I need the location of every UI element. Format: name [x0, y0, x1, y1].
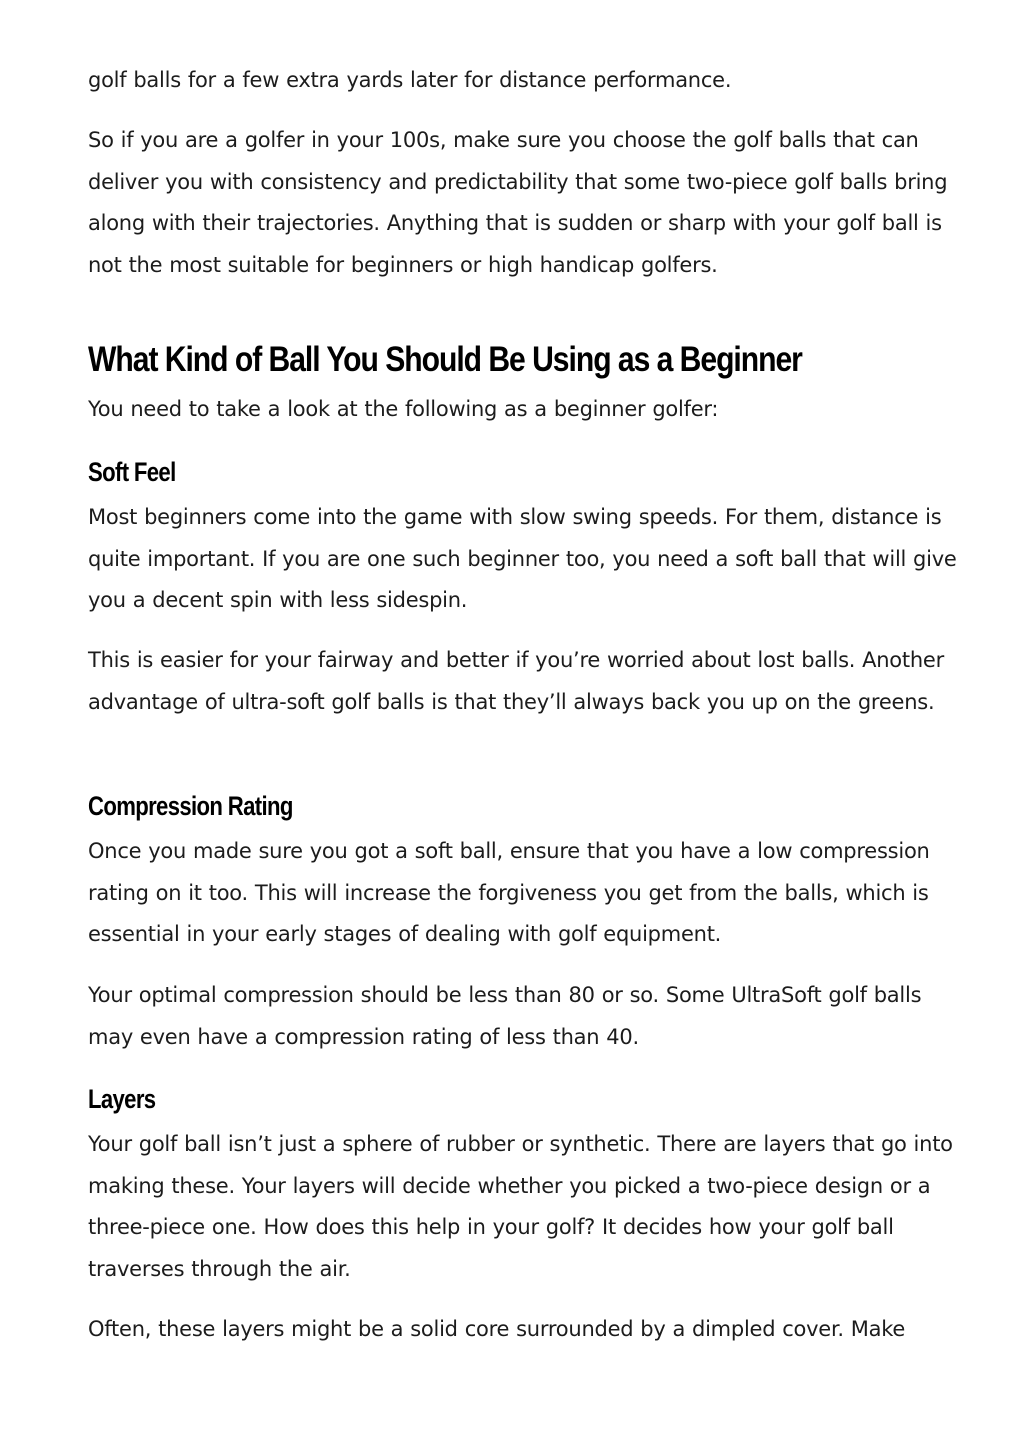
soft-feel-paragraph-1: Most beginners come into the game with slow swing speeds. For them, distance is quite important. If you are one such beginner too, you need a soft ball that will give you a decent spin with less sidespin.: [88, 505, 957, 612]
intro-paragraph-1: golf balls for a few extra yards later for distance performance.: [88, 68, 732, 92]
intro-paragraph-2: So if you are a golfer in your 100s, make sure you choose the golf balls that can deliver you with consistency and predictability that some two-piece golf balls bring along with their trajectories. Anything that is sudden or sharp with your golf ball is not the most suitable for beginners or high handicap golfers.: [88, 128, 948, 277]
compression-paragraph-1: Once you made sure you got a soft ball, ensure that you have a low compression rating on it too. This will increase the forgiveness you get from the balls, which is essential in your early stages of dealing with golf equipment.: [88, 839, 930, 946]
section-heading: What Kind of Ball You Should Be Using as a Beginner: [88, 340, 802, 379]
soft-feel-heading: Soft Feel: [88, 457, 176, 487]
section-lead: You need to take a look at the following as a beginner golfer:: [88, 397, 719, 421]
compression-paragraph-2: Your optimal compression should be less than 80 or so. Some UltraSoft golf balls may even have a compression rating of less than 40.: [88, 983, 922, 1049]
layers-paragraph-1: Your golf ball isn’t just a sphere of rubber or synthetic. There are layers that go into making these. Your layers will decide whether you picked a two-piece design or a three-piece one. How does this help in your golf? It decides how your golf ball traverses through the air.: [88, 1132, 953, 1281]
layers-heading: Layers: [88, 1084, 156, 1114]
soft-feel-paragraph-2: This is easier for your fairway and better if you’re worried about lost balls. Another advantage of ultra-soft golf balls is that they’ll always back you up on the greens.: [88, 648, 944, 714]
layers-paragraph-2: Often, these layers might be a solid core surrounded by a dimpled cover. Make: [88, 1317, 906, 1341]
compression-heading: Compression Rating: [88, 791, 293, 821]
